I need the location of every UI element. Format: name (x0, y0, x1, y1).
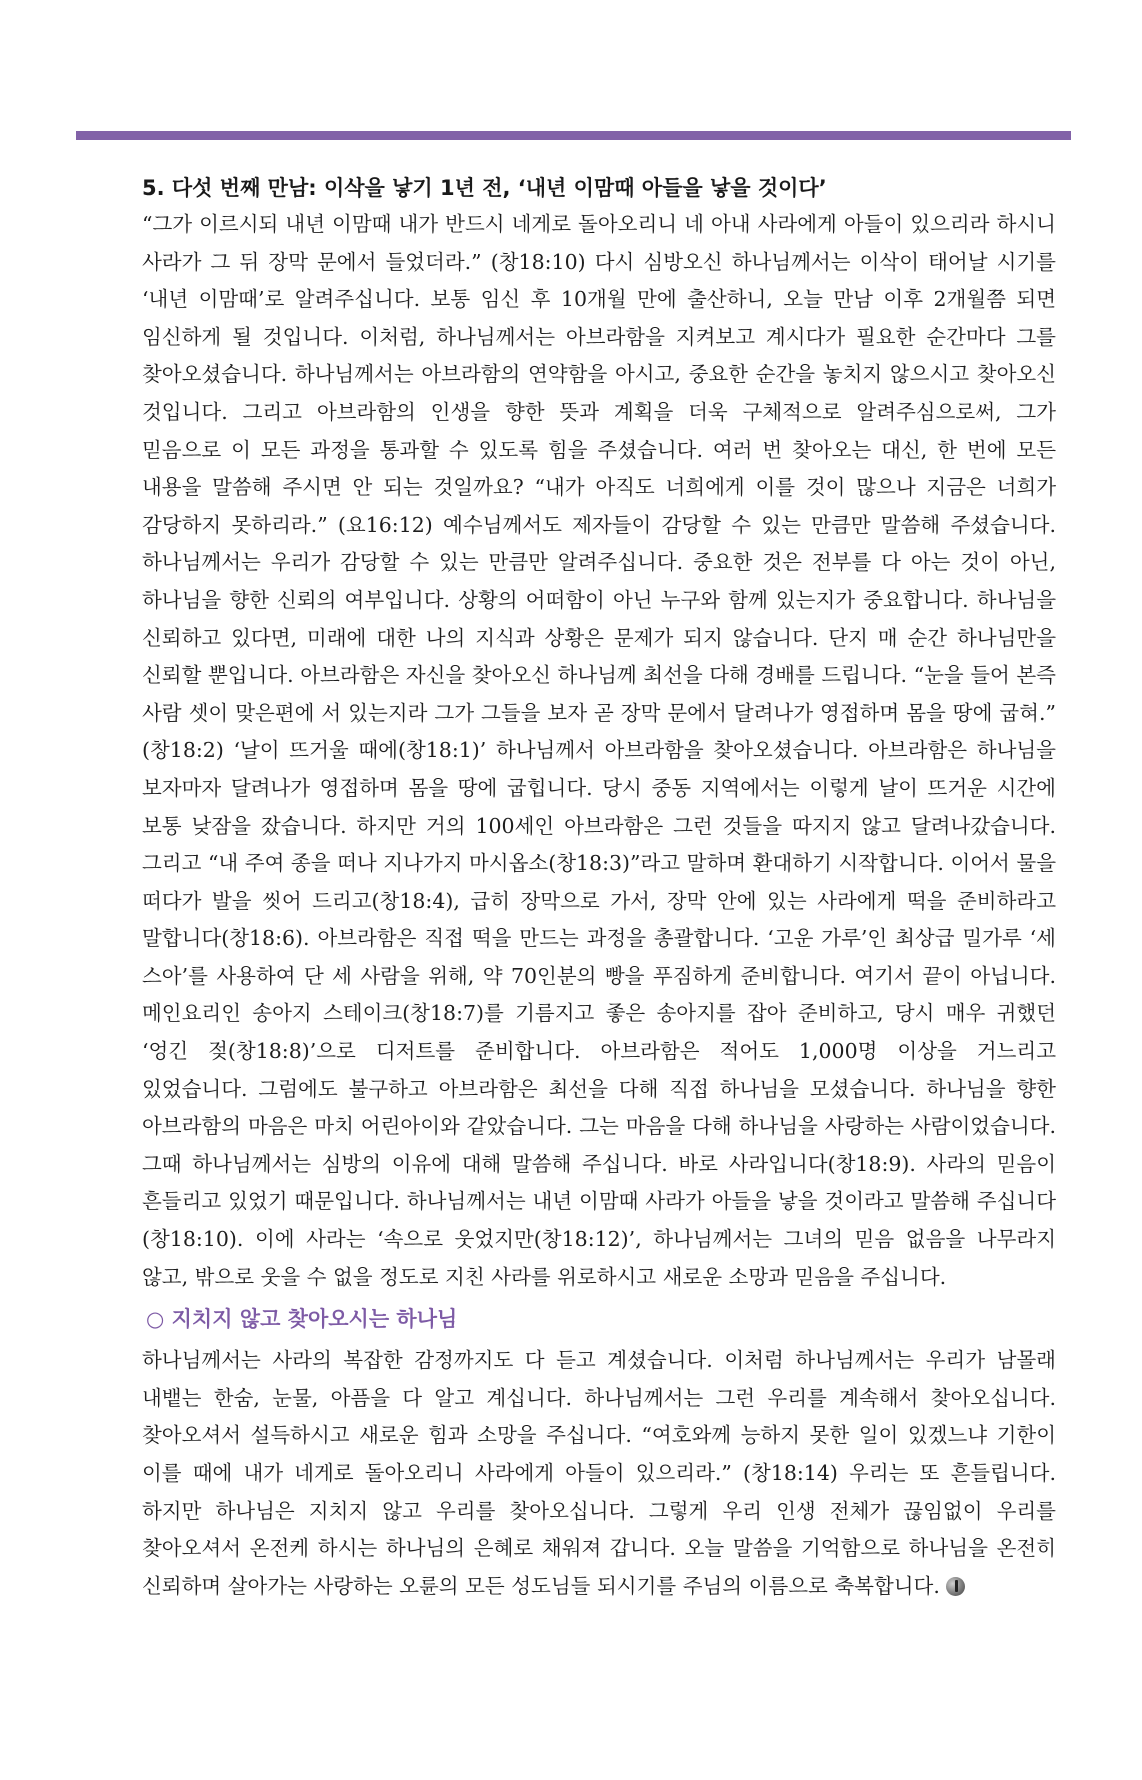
article-content (142, 172, 1056, 1605)
subsection-body-wrapper (142, 1342, 1056, 1605)
subsection-heading: ○ 지치지 않고 찾아오시는 하나님 (146, 1307, 458, 1332)
section-heading: 5. 다섯 번째 만남: 이삭을 낳기 1년 전, ‘내년 이맘때 아들을 낳을 것이다’ (142, 176, 827, 200)
subsection-body: 하나님께서는 사라의 복잡한 감정까지도 다 듣고 계셨습니다. 이처럼 하나님께서는 우리가 남몰래 내뱉는 한숨, 눈물, 아픔을 다 알고 계십니다. 하나님께서는 그런 우리를 계속해서 찾아오십니다. 찾아오셔서 설득하시고 새로운 힘과 소망을 주십니다. “여호와께 능하지 못한 일이 있겠느냐 기한이 이를 때에 내가 네게로 돌아오리니 사라에게 아들이 있으리라.” (창18:14) 우리는 또 흔들립니다. 하지만 하나님은 지치지 않고 우리를 찾아오십니다. 그렇게 우리 인생 전체가 끊임없이 우리를 찾아오셔서 온전케 하시는 하나님의 은혜로 채워져 갑니다. 오늘 말씀을 기억함으로 하나님을 온전히 신뢰하며 살아가는 사랑하는 오륜의 모든 성도님들 되시기를 주님의 이름으로 축복합니다. (142, 1348, 1056, 1598)
end-mark-icon (946, 1577, 965, 1596)
top-divider (76, 131, 1071, 140)
section-body: “그가 이르시되 내년 이맘때 내가 반드시 네게로 돌아오리니 네 아내 사라에게 아들이 있으리라 하시니 사라가 그 뒤 장막 문에서 들었더라.” (창18:10) 다시 심방오신 하나님께서는 이삭이 태어날 시기를 ‘내년 이맘때’로 알려주십니다. 보통 임신 후 10개월 만에 출산하니, 오늘 만남 이후 2개월쯤 되면 임신하게 될 것입니다. 이처럼, 하나님께서는 아브라함을 지켜보고 계시다가 필요한 순간마다 그를 찾아오셨습니다. 하나님께서는 아브라함의 연약함을 아시고, 중요한 순간을 놓치지 않으시고 찾아오신 것입니다. 그리고 아브라함의 인생을 향한 뜻과 계획을 더욱 구체적으로 알려주심으로써, 그가 믿음으로 이 모든 과정을 통과할 수 있도록 힘을 주셨습니다. 여러 번 찾아오는 대신, 한 번에 모든 내용을 말씀해 주시면 안 되는 것일까요? “내가 아직도 너희에게 이를 것이 많으나 지금은 너희가 감당하지 못하리라.” (요16:12) 예수님께서도 제자들이 감당할 수 있는 만큼만 말씀해 주셨습니다. 하나님께서는 우리가 감당할 수 있는 만큼만 알려주십니다. 중요한 것은 전부를 다 아는 것이 아닌, 하나님을 향한 신뢰의 여부입니다. 상황의 어떠함이 아닌 누구와 함께 있는지가 중요합니다. 하나님을 신뢰하고 있다면, 미래에 대한 나의 지식과 상황은 문제가 되지 않습니다. 단지 매 순간 하나님만을 신뢰할 뿐입니다. 아브라함은 자신을 찾아오신 하나님께 최선을 다해 경배를 드립니다. “눈을 들어 본즉 사람 셋이 맞은편에 서 있는지라 그가 그들을 보자 곧 장막 문에서 달려나가 영접하며 몸을 땅에 굽혀.” (창18:2) ‘날이 뜨거울 때에(창18:1)’ 하나님께서 아브라함을 찾아오셨습니다. 아브라함은 하나님을 보자마자 달려나가 영접하며 몸을 땅에 굽힙니다. 당시 중동 지역에서는 이렇게 날이 뜨거운 시간에 보통 낮잠을 잤습니다. 하지만 거의 100세인 아브라함은 그런 것들을 따지지 않고 달려나갔습니다. 그리고 “내 주여 종을 떠나 지나가지 마시옵소(창18:3)”라고 말하며 환대하기 시작합니다. 이어서 물을 떠다가 발을 씻어 드리고(창18:4), 급히 장막으로 가서, 장막 안에 있는 사라에게 떡을 준비하라고 말합니다(창18:6). 아브라함은 직접 떡을 만드는 과정을 총괄합니다. ‘고운 가루’인 최상급 밀가루 ‘세 스아’를 사용하여 단 세 사람을 위해, 약 70인분의 빵을 푸짐하게 준비합니다. 여기서 끝이 아닙니다. 메인요리인 송아지 스테이크(창18:7)를 기름지고 좋은 송아지를 잡아 준비하고, 당시 매우 귀했던 ‘엉긴 젖(창18:8)’으로 디저트를 준비합니다. 아브라함은 적어도 1,000명 이상을 거느리고 있었습니다. 그럼에도 불구하고 아브라함은 최선을 다해 직접 하나님을 모셨습니다. 하나님을 향한 아브라함의 마음은 마치 어린아이와 같았습니다. 그는 마음을 다해 하나님을 사랑하는 사람이었습니다. 그때 하나님께서는 심방의 이유에 대해 말씀해 주십니다. 바로 사라입니다(창18:9). 사라의 믿음이 흔들리고 있었기 때문입니다. 하나님께서는 내년 이맘때 사라가 아들을 낳을 것이라고 말씀해 주십니다(창18:10). 이에 사라는 ‘속으로 웃었지만(창18:12)’, 하나님께서는 그녀의 믿음 없음을 나무라지 않고, 밖으로 웃을 수 없을 정도로 지친 사라를 위로하시고 새로운 소망과 믿음을 주십니다. (142, 212, 1056, 1289)
